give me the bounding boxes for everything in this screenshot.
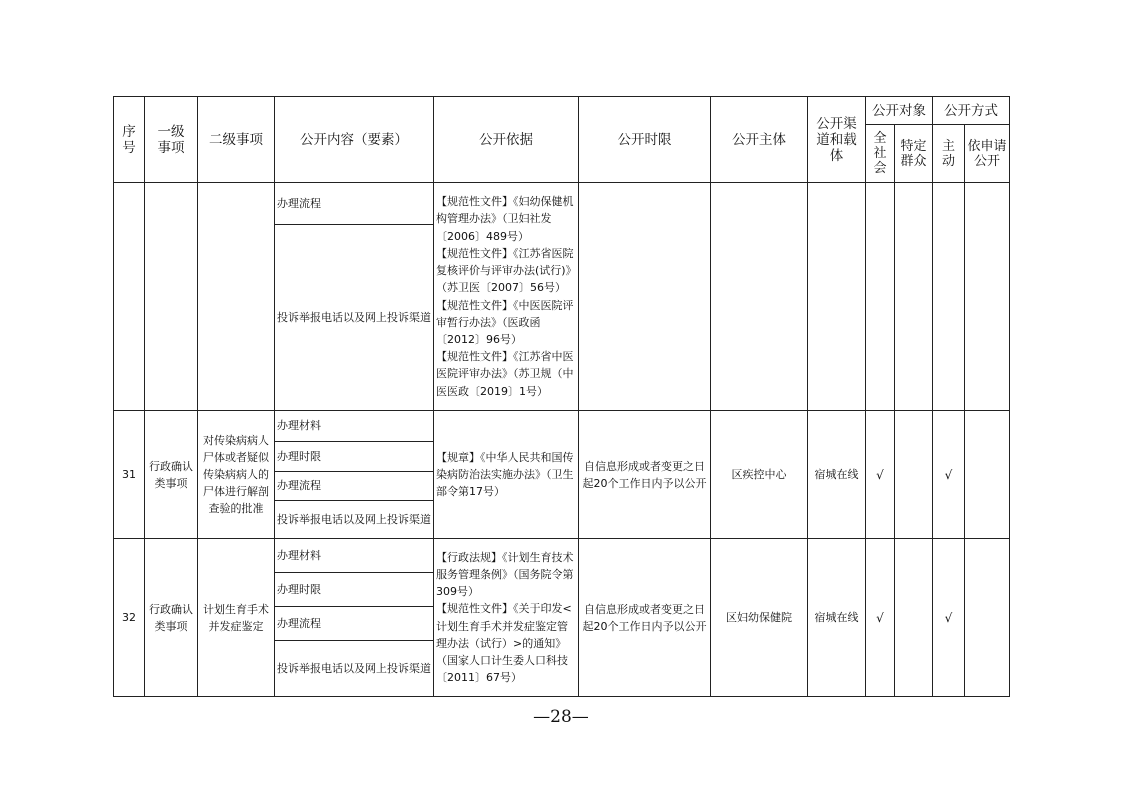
row-request-check [965,539,1010,697]
row-specific-check [895,539,933,697]
table-row [114,411,1010,539]
row-time-limit: 自信息形成或者变更之日起20个工作日内予以公开 [579,539,711,697]
header-method-request: 依申请公开 [965,125,1010,183]
list-item: 办理流程 [275,472,433,501]
list-item: 投诉举报电话以及网上投诉渠道 [277,310,431,324]
list-item: 办理材料 [275,411,433,442]
row-all-society-check: √ [866,539,895,697]
table-row [114,539,1010,697]
list-item: 投诉举报电话以及网上投诉渠道 [277,661,431,675]
list-item: 办理时限 [275,573,433,607]
header-audience-specific: 特定群众 [895,125,933,183]
cont-all [866,183,895,411]
cont-seq [114,183,145,411]
cont-basis: 【规范性文件】《妇幼保健机构管理办法》（卫妇社发〔2006〕489号） 【规范性文件】《江苏省医院复核评价与评审办法(试行)》（苏卫医〔2007〕56号） 【规范性文件】《中医医院评审暂行办法》（医政函〔2012〕96号） 【规范性文件】《江苏省中医医院评审办法》（苏卫规（中医医政〔2019〕1号） [434,183,579,411]
row-specific-check [895,411,933,539]
header-level1: 一级事项 [145,97,198,183]
table-row-continuation [114,183,1010,411]
header-method-group: 公开方式 [933,97,1010,125]
cont-subject [711,183,808,411]
row-active-check: √ [933,411,965,539]
row-request-check [965,411,1010,539]
header-time-limit: 公开时限 [579,97,711,183]
header-audience-all: 全社会 [866,125,895,183]
row-level1: 行政确认类事项 [145,539,198,697]
page-number: —28— [533,707,589,727]
header-basis: 公开依据 [434,97,579,183]
row-seq: 31 [114,411,145,539]
row-channel: 宿城在线 [808,411,866,539]
row-time-limit: 自信息形成或者变更之日起20个工作日内予以公开 [579,411,711,539]
header-content: 公开内容（要素） [275,97,434,183]
row-channel: 宿城在线 [808,539,866,697]
header-level2: 二级事项 [198,97,275,183]
list-item: 办理时限 [275,442,433,472]
cont-level1 [145,183,198,411]
list-item: 办理流程 [275,607,433,641]
cont-active [933,183,965,411]
row-active-check: √ [933,539,965,697]
row-all-society-check: √ [866,411,895,539]
row-subject: 区疾控中心 [711,411,808,539]
header-channel: 公开渠道和载体 [808,97,866,183]
header-audience-group: 公开对象 [866,97,933,125]
row-basis: 【行政法规】《计划生育技术服务管理条例》（国务院令第309号） 【规范性文件】《关于印发<计划生育手术并发症鉴定管理办法（试行）>的通知》（国家人口计生委人口科技〔2011〕67号） [434,539,579,697]
header-seq: 序号 [114,97,145,183]
list-item: 办理材料 [275,539,433,573]
row-seq: 32 [114,539,145,697]
row-basis: 【规章】《中华人民共和国传染病防治法实施办法》（卫生部令第17号） [434,411,579,539]
cont-channel [808,183,866,411]
cont-items [275,183,434,411]
cont-time-limit [579,183,711,411]
header-method-active: 主动 [933,125,965,183]
cont-specific [895,183,933,411]
cont-request [965,183,1010,411]
row-items [275,539,434,697]
list-item: 办理流程 [275,183,433,225]
row-items [275,411,434,539]
row-level2: 计划生育手术并发症鉴定 [198,539,275,697]
row-subject: 区妇幼保健院 [711,539,808,697]
disclosure-table [113,96,1010,697]
row-level1: 行政确认类事项 [145,411,198,539]
header-subject: 公开主体 [711,97,808,183]
cont-level2 [198,183,275,411]
list-item: 投诉举报电话以及网上投诉渠道 [277,512,431,526]
row-level2: 对传染病病人尸体或者疑似传染病病人的尸体进行解剖查验的批准 [198,411,275,539]
